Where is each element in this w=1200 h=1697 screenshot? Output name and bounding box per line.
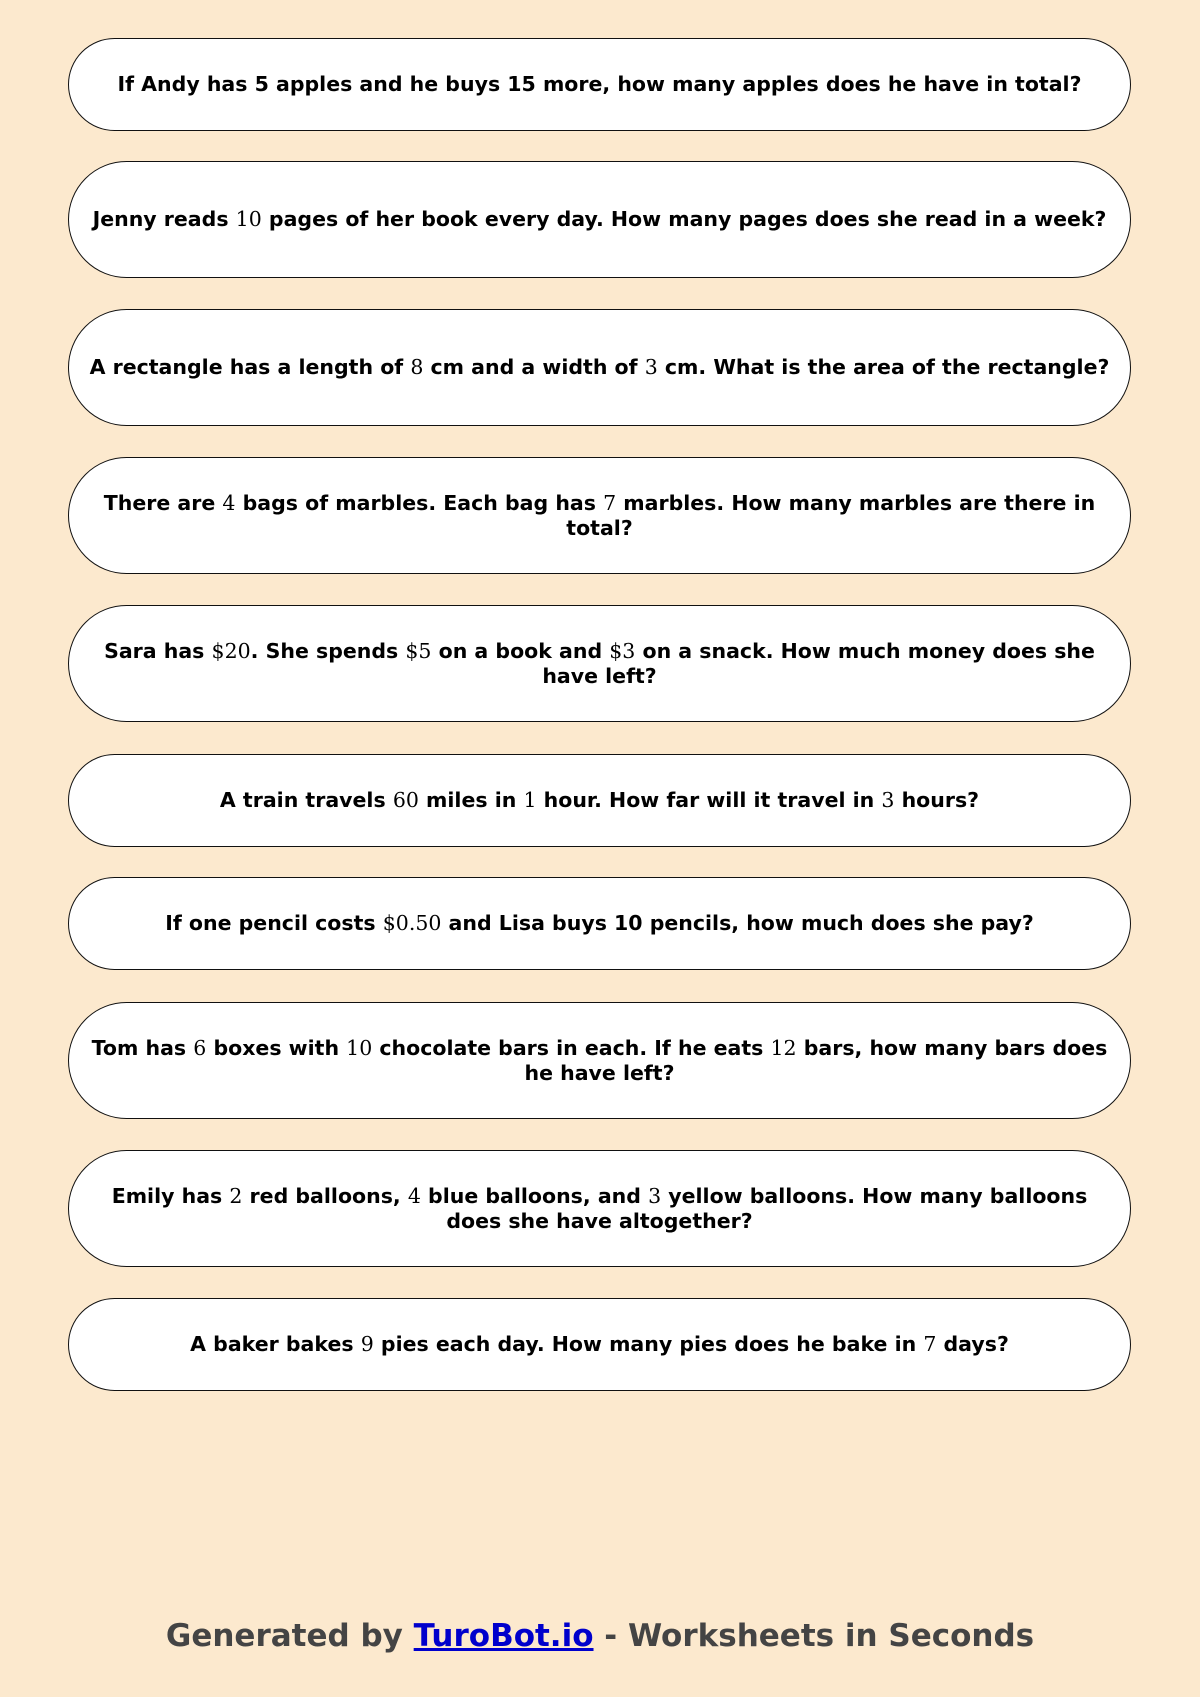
- math-value: 10: [346, 1035, 373, 1060]
- question-text-9: Emily has 2 red balloons, 4 blue balloons, and 3 yellow balloons. How many balloons does she have altogether?: [111, 1183, 1088, 1233]
- question-box-4: [68, 457, 1131, 574]
- question-text-8: Tom has 6 boxes with 10 chocolate bars in each. If he eats 12 bars, how many bars does he have left?: [91, 1035, 1108, 1085]
- question-text-10: A baker bakes 9 pies each day. How many pies does he bake in 7 days?: [190, 1332, 1009, 1356]
- question-text-5: Sara has $20. She spends $5 on a book and $3 on a snack. How much money does she have left?: [104, 638, 1095, 688]
- question-text-2: Jenny reads 10 pages of her book every day. How many pages does she read in a week?: [92, 207, 1107, 231]
- math-value: 4: [407, 1183, 421, 1208]
- question-text-1: If Andy has 5 apples and he buys 15 more, how many apples does he have in total?: [117, 72, 1082, 96]
- math-value: 6: [193, 1035, 207, 1060]
- math-value: $20: [211, 638, 251, 663]
- math-value: 3: [644, 355, 658, 379]
- math-value: 12: [770, 1035, 797, 1060]
- math-value: $0.50: [382, 911, 442, 935]
- math-value: 60: [392, 788, 419, 812]
- math-value: 7: [923, 1332, 937, 1356]
- question-box-9: [68, 1150, 1131, 1267]
- question-box-10: [68, 1298, 1131, 1391]
- math-value: 3: [881, 788, 895, 812]
- math-value: 4: [222, 490, 236, 515]
- turobot-link[interactable]: TuroBot.io: [413, 1618, 594, 1654]
- math-value: 10: [235, 207, 262, 231]
- question-box-1: [68, 38, 1131, 131]
- math-value: 3: [648, 1183, 662, 1208]
- question-text-7: If one pencil costs $0.50 and Lisa buys 10 pencils, how much does she pay?: [165, 911, 1034, 935]
- math-value: 8: [410, 355, 424, 379]
- math-value: 9: [360, 1332, 374, 1356]
- math-value: $3: [609, 638, 636, 663]
- question-box-6: [68, 754, 1131, 847]
- question-box-7: [68, 877, 1131, 970]
- math-value: $5: [405, 638, 432, 663]
- question-box-2: [68, 161, 1131, 278]
- footer-suffix: - Worksheets in Seconds: [593, 1618, 1035, 1654]
- question-box-5: [68, 605, 1131, 722]
- question-box-8: [68, 1002, 1131, 1119]
- math-value: 7: [603, 490, 617, 515]
- question-text-3: A rectangle has a length of 8 cm and a width of 3 cm. What is the area of the rectangle?: [89, 355, 1110, 379]
- footer-credit: [0, 1618, 1200, 1654]
- question-text-4: There are 4 bags of marbles. Each bag has 7 marbles. How many marbles are there in total?: [103, 490, 1096, 540]
- math-value: 1: [523, 788, 537, 812]
- footer-prefix: Generated by: [165, 1618, 414, 1654]
- math-value: 2: [229, 1183, 243, 1208]
- question-box-3: [68, 309, 1131, 426]
- question-text-6: A train travels 60 miles in 1 hour. How far will it travel in 3 hours?: [219, 788, 980, 812]
